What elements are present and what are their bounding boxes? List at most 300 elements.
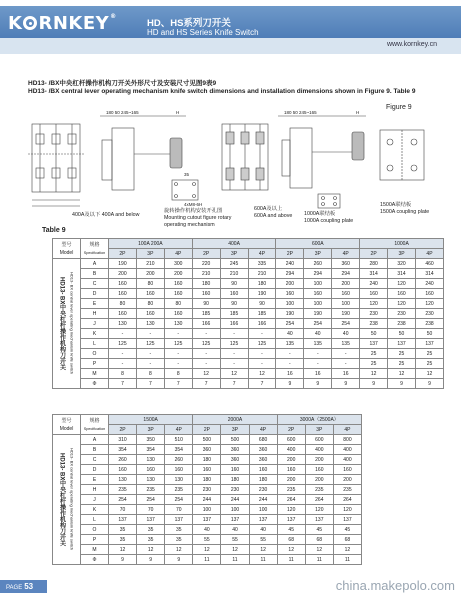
table-row — [53, 319, 444, 329]
table-cell: 25 — [415, 349, 443, 359]
table-cell: 12 — [165, 545, 193, 555]
table-cell: 25 — [360, 359, 388, 369]
caption-1500a-cn: 1500A联结板 — [380, 202, 412, 208]
table-cell: 320 — [388, 259, 416, 269]
table-cell: 235 — [137, 485, 165, 495]
table-cell: 238 — [415, 319, 443, 329]
table-cell: 45 — [333, 525, 361, 535]
table-cell: 40 — [332, 329, 360, 339]
table-cell: 360 — [221, 455, 249, 465]
table-cell: 240 — [415, 279, 443, 289]
table-cell: 90 — [248, 299, 276, 309]
table-cell: 11 — [193, 555, 221, 565]
table-cell: 254 — [332, 319, 360, 329]
header-title-cn: HD、HS系列刀开关 — [147, 18, 231, 29]
table-cell: 200 — [333, 475, 361, 485]
table-cell: 244 — [249, 495, 277, 505]
dimension-key: K — [81, 505, 109, 515]
table-cell: 25 — [388, 349, 416, 359]
pole-header: 4P — [332, 249, 360, 259]
table-cell: 12 — [360, 369, 388, 379]
table-cell: 9 — [304, 379, 332, 389]
table-cell: 135 — [332, 339, 360, 349]
table-cell: 264 — [305, 495, 333, 505]
table-cell: 180 — [248, 279, 276, 289]
table-cell: 68 — [305, 535, 333, 545]
table-cell: 160 — [276, 289, 304, 299]
table-cell: 9 — [415, 379, 443, 389]
table-cell: 235 — [277, 485, 305, 495]
caption-600a-cn: 600A及以上 — [254, 206, 283, 212]
table-cell: 130 — [137, 455, 165, 465]
model-cell: HD13- BX中央杠杆操作机构刀开关 HD13- BX central lever operating mechanism knife switch — [53, 435, 81, 565]
table-cell: 294 — [332, 269, 360, 279]
table-cell: 185 — [192, 309, 220, 319]
pole-header: 3P — [137, 425, 165, 435]
table-cell: 100 — [249, 505, 277, 515]
table-cell: 260 — [304, 259, 332, 269]
dim-mid-bolts: 4xM8-6H — [184, 202, 203, 207]
table-cell: 25 — [360, 349, 388, 359]
pole-header: 2P — [193, 425, 221, 435]
table-cell: 300 — [164, 259, 192, 269]
table-cell: 11 — [305, 555, 333, 565]
table-cell: 35 — [137, 535, 165, 545]
pole-header: 4P — [249, 425, 277, 435]
table-cell: 70 — [137, 505, 165, 515]
table-cell: 80 — [109, 299, 137, 309]
pole-header: 2P — [276, 249, 304, 259]
table-cell: 7 — [248, 379, 276, 389]
dimension-key: O — [81, 349, 109, 359]
table-cell: - — [136, 329, 164, 339]
table-cell: - — [248, 359, 276, 369]
table-row — [53, 555, 362, 565]
table-cell: 280 — [360, 259, 388, 269]
table-cell: 160 — [109, 465, 137, 475]
dimension-key: C — [81, 455, 109, 465]
table-cell: 200 — [305, 475, 333, 485]
table-cell: 9 — [332, 379, 360, 389]
table-cell: 160 — [137, 465, 165, 475]
table-cell: 8 — [109, 369, 137, 379]
table-cell: 160 — [165, 465, 193, 475]
table-row — [53, 339, 444, 349]
table-cell: 260 — [165, 455, 193, 465]
table-cell: 12 — [415, 369, 443, 379]
table-cell: 235 — [165, 485, 193, 495]
table-cell: 200 — [305, 455, 333, 465]
table-row — [53, 495, 362, 505]
table-row — [53, 349, 444, 359]
table-cell: 314 — [360, 269, 388, 279]
table-cell: 9 — [360, 379, 388, 389]
table9 — [52, 238, 444, 389]
model-header: 型号 Model — [53, 415, 81, 435]
table-row — [53, 379, 444, 389]
header-title-en: HD and HS Series Knife Switch — [147, 28, 259, 37]
table-cell: 137 — [193, 515, 221, 525]
table-cell: 360 — [221, 445, 249, 455]
table-cell: - — [192, 329, 220, 339]
table-cell: 55 — [221, 535, 249, 545]
table-cell: 130 — [165, 475, 193, 485]
table-cell: 230 — [415, 309, 443, 319]
table-cell: 460 — [415, 259, 443, 269]
page-number-badge: PAGE 53 — [0, 580, 47, 593]
table-cell: 160 — [304, 289, 332, 299]
table-cell: 40 — [249, 525, 277, 535]
table-cell: 220 — [192, 259, 220, 269]
table-cell: 90 — [220, 279, 248, 289]
table-cell: 50 — [415, 329, 443, 339]
table-cell: 100 — [193, 505, 221, 515]
table-cell: 55 — [193, 535, 221, 545]
table-cell: 240 — [276, 259, 304, 269]
pole-header: 3P — [220, 249, 248, 259]
group-header: 3000A（2500A） — [277, 415, 361, 425]
table-cell: 40 — [304, 329, 332, 339]
table-cell: 254 — [304, 319, 332, 329]
dim-left-top: 180 50 245~165 — [106, 110, 139, 115]
table-cell: 100 — [332, 299, 360, 309]
table-cell: 160 — [415, 289, 443, 299]
table-cell: - — [276, 349, 304, 359]
table-cell: 100 — [304, 279, 332, 289]
table-cell: 200 — [136, 269, 164, 279]
table-cell: 130 — [109, 319, 137, 329]
table-cell: - — [109, 359, 137, 369]
table-cell: 120 — [388, 279, 416, 289]
table-cell: 137 — [109, 515, 137, 525]
table-cell: 120 — [277, 505, 305, 515]
table-cell: 137 — [137, 515, 165, 525]
table-row — [53, 475, 362, 485]
table-cell: 160 — [109, 289, 137, 299]
table-cell: 16 — [304, 369, 332, 379]
table-cell: 11 — [221, 555, 249, 565]
table-cell: 200 — [109, 269, 137, 279]
table-cell: 7 — [220, 379, 248, 389]
model-cell: HD13- BX中央杠杆操作机构刀开关 HD13- BX central lever operating mechanism knife switch — [53, 259, 81, 389]
table-cell: 264 — [277, 495, 305, 505]
table-cell: 68 — [333, 535, 361, 545]
table-cell: 190 — [332, 309, 360, 319]
table-row — [53, 525, 362, 535]
table-cell: 200 — [164, 269, 192, 279]
table-cell: 238 — [388, 319, 416, 329]
table-cell: 230 — [193, 485, 221, 495]
table-cell: 100 — [276, 299, 304, 309]
table-cell: - — [109, 349, 137, 359]
table-cell: 354 — [109, 445, 137, 455]
table-cell: 230 — [360, 309, 388, 319]
table-cell: 125 — [220, 339, 248, 349]
table-cell: 166 — [220, 319, 248, 329]
group-header: 100A 200A — [109, 239, 193, 249]
pole-header: 3P — [221, 425, 249, 435]
table-cell: 254 — [137, 495, 165, 505]
table-cell: 360 — [193, 445, 221, 455]
table-cell: 35 — [165, 535, 193, 545]
table-cell: 190 — [109, 259, 137, 269]
table-row — [53, 289, 444, 299]
dimension-key: P — [81, 359, 109, 369]
table-cell: 180 — [221, 475, 249, 485]
dimension-key: E — [81, 299, 109, 309]
table-cell: 12 — [220, 369, 248, 379]
table-row — [53, 485, 362, 495]
pole-header: 3P — [305, 425, 333, 435]
table-cell: - — [248, 329, 276, 339]
table-cell: 800 — [333, 435, 361, 445]
table-cell: 160 — [164, 279, 192, 289]
table-cell: 12 — [277, 545, 305, 555]
mounting-cutout — [172, 180, 198, 200]
dimension-key: O — [81, 525, 109, 535]
table-cell: 137 — [388, 339, 416, 349]
table-cell: 100 — [304, 299, 332, 309]
table-cell: 135 — [276, 339, 304, 349]
table-cell: 160 — [109, 279, 137, 289]
table-cell: 68 — [277, 535, 305, 545]
table-cell: 235 — [305, 485, 333, 495]
table9-title: Table 9 — [42, 227, 66, 234]
table-cell: 240 — [360, 279, 388, 289]
caption-400a: 400A及以下 400A and below — [72, 212, 140, 218]
table-cell: 8 — [136, 369, 164, 379]
table-cell: 500 — [193, 435, 221, 445]
table-cell: 137 — [305, 515, 333, 525]
table-cell: 40 — [276, 329, 304, 339]
table-cell: 166 — [248, 319, 276, 329]
table-cell: - — [164, 329, 192, 339]
table-cell: 125 — [164, 339, 192, 349]
table-cell: 160 — [388, 289, 416, 299]
table-cell: 70 — [109, 505, 137, 515]
table-cell: 50 — [360, 329, 388, 339]
pole-header: 2P — [360, 249, 388, 259]
table-cell: 210 — [192, 269, 220, 279]
table-cell: 12 — [333, 545, 361, 555]
table-cell: - — [304, 359, 332, 369]
table-cell: 120 — [333, 505, 361, 515]
table-cell: 160 — [220, 289, 248, 299]
section-title-en: HD13- /BX central lever operating mechanism knife switch dimensions and installation dimensions shown in Figure 9. Table 9 — [28, 88, 416, 95]
table-cell: 600 — [277, 435, 305, 445]
table-cell: 9 — [109, 555, 137, 565]
spec-header: 规格 Specification — [81, 239, 109, 259]
header-url: www.kornkey.cn — [386, 41, 437, 48]
table-cell: 680 — [249, 435, 277, 445]
table-cell: 245 — [220, 259, 248, 269]
table-cell: 254 — [276, 319, 304, 329]
pole-header: 3P — [304, 249, 332, 259]
table-cell: 7 — [164, 379, 192, 389]
table-cell: 160 — [249, 465, 277, 475]
table-cell: 500 — [221, 435, 249, 445]
dimension-key: P — [81, 535, 109, 545]
pole-header: 3P — [388, 249, 416, 259]
table-cell: 190 — [304, 309, 332, 319]
caption-1500a-en: 1500A coupling plate — [380, 209, 430, 215]
table-cell: 7 — [192, 379, 220, 389]
table-cell: 35 — [109, 525, 137, 535]
caption-1000a-en: 1000A coupling plate — [304, 218, 354, 224]
table-cell: 350 — [137, 435, 165, 445]
pole-header: 4P — [333, 425, 361, 435]
figure-label: Figure 9 — [386, 104, 412, 111]
table-cell: 137 — [277, 515, 305, 525]
table-cell: 294 — [304, 269, 332, 279]
table-cell: - — [136, 359, 164, 369]
table-row — [53, 369, 444, 379]
table-row — [53, 329, 444, 339]
table-cell: 185 — [248, 309, 276, 319]
table-cell: 16 — [332, 369, 360, 379]
table-cell: 35 — [109, 535, 137, 545]
table-cell: 235 — [109, 485, 137, 495]
table-cell: 12 — [192, 369, 220, 379]
table-cell: 90 — [192, 299, 220, 309]
table-cell: 137 — [333, 515, 361, 525]
table-row — [53, 515, 362, 525]
table-row — [53, 435, 362, 445]
table-row — [53, 455, 362, 465]
table-cell: 230 — [388, 309, 416, 319]
table-row — [53, 505, 362, 515]
table-cell: - — [220, 329, 248, 339]
table-cell: 160 — [136, 289, 164, 299]
dimension-key: H — [81, 485, 109, 495]
dimension-key: Φ — [81, 379, 109, 389]
table-cell: - — [109, 329, 137, 339]
table-cell: 180 — [193, 455, 221, 465]
group-header: 400A — [192, 239, 276, 249]
dimension-key: Φ — [81, 555, 109, 565]
dimension-key: B — [81, 445, 109, 455]
table-cell: 360 — [332, 259, 360, 269]
table-cell: 160 — [360, 289, 388, 299]
table-cell: 125 — [136, 339, 164, 349]
table-row — [53, 545, 362, 555]
table-cell: - — [332, 359, 360, 369]
table-cell: 137 — [360, 339, 388, 349]
group-header: 2000A — [193, 415, 277, 425]
table-cell: 100 — [221, 505, 249, 515]
pole-header: 4P — [248, 249, 276, 259]
table-cell: 294 — [276, 269, 304, 279]
table-cell: 160 — [136, 309, 164, 319]
table-cell: 120 — [360, 299, 388, 309]
table-cell: 160 — [109, 309, 137, 319]
dimension-key: J — [81, 319, 109, 329]
table-cell: 260 — [109, 455, 137, 465]
table-cell: 7 — [136, 379, 164, 389]
table-cell: 137 — [249, 515, 277, 525]
table-cell: 254 — [165, 495, 193, 505]
table-cell: - — [248, 349, 276, 359]
table-row — [53, 309, 444, 319]
table-cell: 200 — [332, 279, 360, 289]
caption-cutout-en: Mounting cutout figure rotary operating mechanism — [164, 215, 232, 228]
table-cell: 130 — [136, 319, 164, 329]
table-cell: 600 — [305, 435, 333, 445]
table-cell: 137 — [415, 339, 443, 349]
table-row — [53, 259, 444, 269]
table-cell: 400 — [333, 455, 361, 465]
table-cell: 12 — [137, 545, 165, 555]
table-cell: 190 — [248, 289, 276, 299]
table-cell: 335 — [248, 259, 276, 269]
table-cell: 210 — [136, 259, 164, 269]
table-cell: 254 — [109, 495, 137, 505]
table-row — [53, 535, 362, 545]
table-cell: - — [220, 359, 248, 369]
pole-header: 3P — [136, 249, 164, 259]
table-cell: 160 — [277, 465, 305, 475]
table-cell: 12 — [221, 545, 249, 555]
table-cell: 80 — [136, 299, 164, 309]
table-cell: 210 — [248, 269, 276, 279]
table-cell: 35 — [137, 525, 165, 535]
pole-header: 4P — [165, 425, 193, 435]
logo-ring-icon — [23, 16, 37, 30]
watermark: china.makepolo.com — [335, 578, 455, 593]
table-cell: 185 — [220, 309, 248, 319]
table-cell: 120 — [305, 505, 333, 515]
brand-name: K RNKEY — [8, 13, 110, 34]
dim-right-top: 180 50 245~165 — [284, 110, 317, 115]
table-cell: - — [192, 349, 220, 359]
table-cell: 11 — [249, 555, 277, 565]
table-cell: 130 — [109, 475, 137, 485]
table-cell: 210 — [220, 269, 248, 279]
spec-header: 规格 Specification — [81, 415, 109, 435]
pole-header: 2P — [192, 249, 220, 259]
caption-1000a-cn: 1000A联结板 — [304, 211, 336, 217]
table-cell: 90 — [220, 299, 248, 309]
model-header: 型号 Model — [53, 239, 81, 259]
table-cell: 160 — [164, 309, 192, 319]
table-cell: 35 — [165, 525, 193, 535]
table-cell: 12 — [193, 545, 221, 555]
table-row — [53, 269, 444, 279]
dimension-key: J — [81, 495, 109, 505]
table-cell: 80 — [136, 279, 164, 289]
pole-header: 2P — [277, 425, 305, 435]
table-cell: 160 — [193, 465, 221, 475]
table-cell: 166 — [192, 319, 220, 329]
dimension-key: A — [81, 259, 109, 269]
table-cell: 264 — [333, 495, 361, 505]
table-cell: 230 — [221, 485, 249, 495]
table-cell: - — [164, 359, 192, 369]
table-cell: 50 — [388, 329, 416, 339]
table-cell: 190 — [276, 309, 304, 319]
table-cell: 244 — [221, 495, 249, 505]
table-cell: 200 — [276, 279, 304, 289]
table-cell: 11 — [333, 555, 361, 565]
table-cell: 200 — [277, 455, 305, 465]
table-cell: 180 — [193, 475, 221, 485]
table-cell: 135 — [304, 339, 332, 349]
dimension-key: D — [81, 465, 109, 475]
table-cell: 25 — [415, 359, 443, 369]
dim-right-h: H — [356, 110, 360, 115]
dimension-key: L — [81, 339, 109, 349]
table-cell: - — [192, 359, 220, 369]
